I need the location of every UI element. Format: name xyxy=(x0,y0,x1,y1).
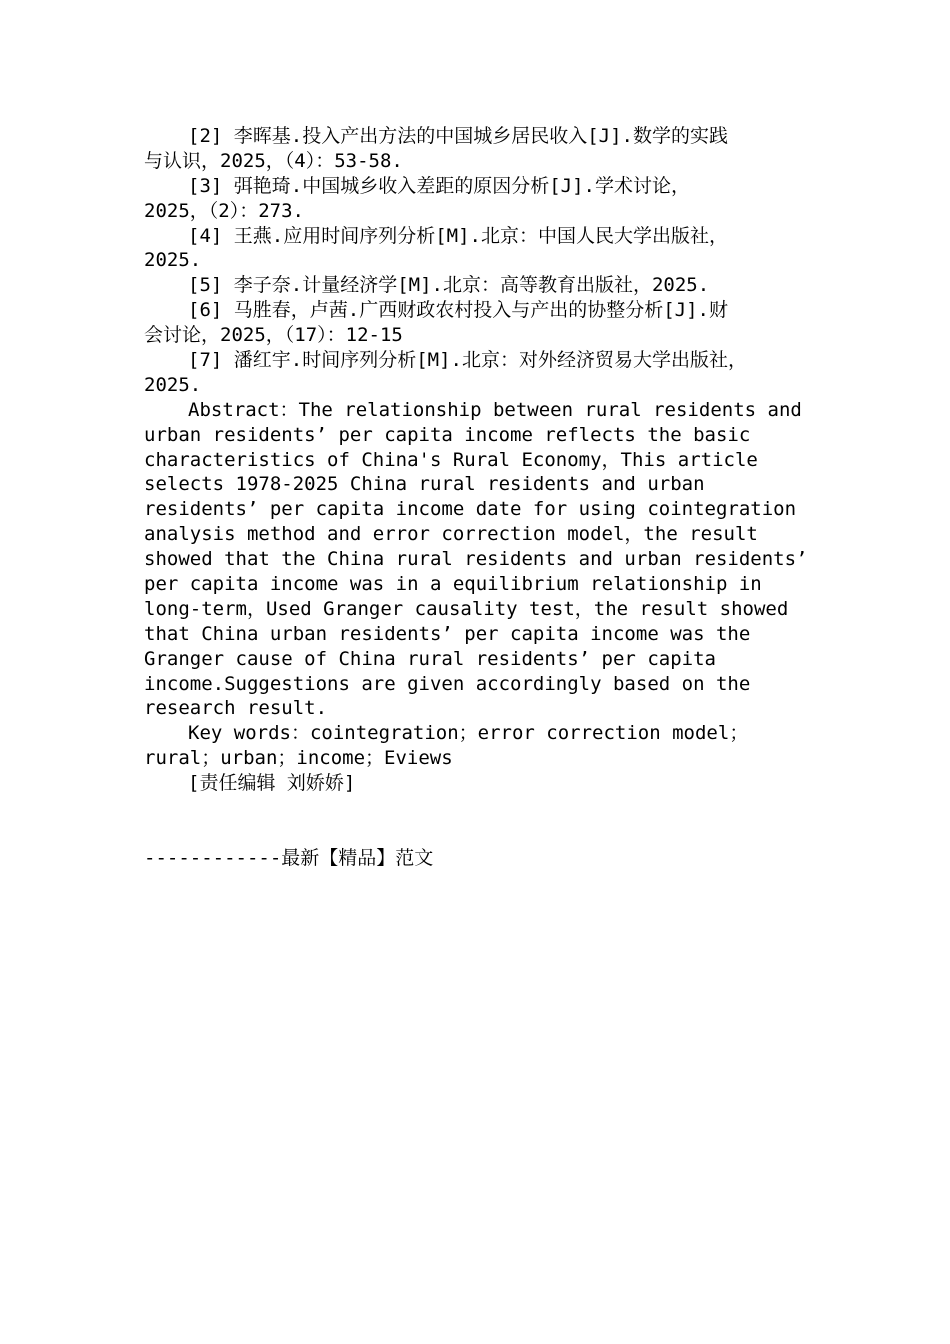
abstract-line: research result. xyxy=(144,697,328,720)
reference-2-line-1: [2] 李晖基.投入产出方法的中国城乡居民收入[J].数学的实践 xyxy=(188,125,728,147)
keywords-line: rural；urban；income；Eviews xyxy=(144,747,453,770)
reference-4-line-2: 2025. xyxy=(144,249,202,272)
reference-3-line-2: 2025，（2）：273. xyxy=(144,199,304,222)
abstract-line: showed that the China rural residents and urban residents’ xyxy=(144,548,808,571)
reference-2-line-2: 与认识，2025，（4）：53-58. xyxy=(144,149,403,172)
reference-5-line-1: [5] 李子奈.计量经济学[M].北京：高等教育出版社，2025. xyxy=(188,274,710,297)
document-body xyxy=(144,124,824,796)
abstract-line: that China urban residents’ per capita income was the xyxy=(144,622,751,645)
editor-credit: [责任编辑 刘娇娇] xyxy=(188,772,356,795)
abstract-line: per capita income was in a equilibrium relationship in xyxy=(144,573,762,596)
abstract-line: residents’ per capita income date for using cointegration xyxy=(144,498,797,521)
footer-banner: ------------最新【精品】范文 xyxy=(144,847,434,869)
abstract-line: long-term，Used Granger causality test，the result showed xyxy=(144,597,789,620)
abstract-line: analysis method and error correction model，the result xyxy=(144,523,758,546)
abstract-line: urban residents’ per capita income reflects the basic xyxy=(144,423,751,446)
abstract-line: characteristics of China's Rural Economy，This article xyxy=(144,448,758,471)
reference-7-line-1: [7] 潘红宇.时间序列分析[M].北京：对外经济贸易大学出版社， xyxy=(188,349,747,372)
reference-6-line-2: 会讨论，2025，（17）：12-15 xyxy=(144,324,403,347)
abstract-line: selects 1978-2025 China rural residents and urban xyxy=(144,473,705,496)
reference-7-line-2: 2025. xyxy=(144,373,202,396)
reference-3-line-1: [3] 弭艳琦.中国城乡收入差距的原因分析[J].学术讨论， xyxy=(188,174,690,197)
abstract-line: Abstract：The relationship between rural residents and xyxy=(188,398,802,421)
reference-6-line-1: [6] 马胜春，卢茜.广西财政农村投入与产出的协整分析[J].财 xyxy=(188,299,728,322)
abstract-line: income.Suggestions are given accordingly based on the xyxy=(144,672,751,695)
keywords-line: Key words：cointegration；error correction model； xyxy=(188,722,749,745)
abstract-line: Granger cause of China rural residents’ per capita xyxy=(144,647,716,670)
reference-4-line-1: [4] 王燕.应用时间序列分析[M].北京：中国人民大学出版社， xyxy=(188,224,728,247)
